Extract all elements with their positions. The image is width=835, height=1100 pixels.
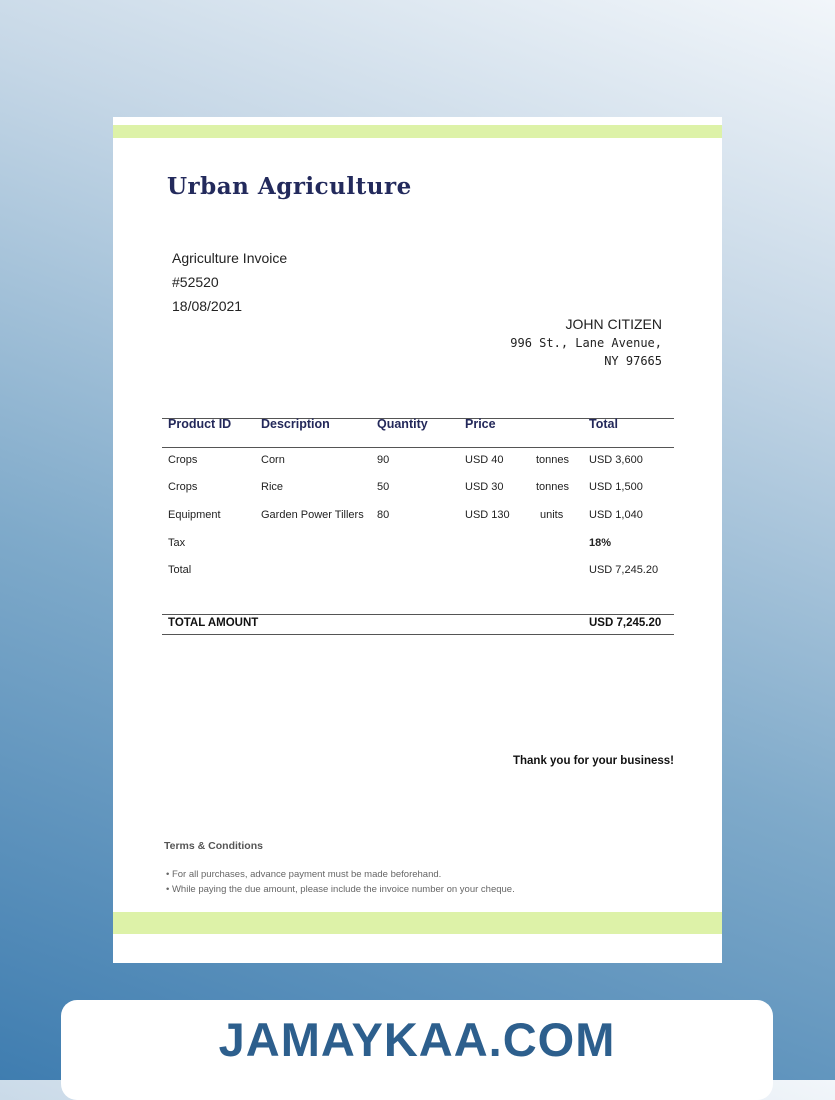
invoice-title: Agriculture Invoice — [172, 250, 288, 266]
decorative-band-top — [113, 125, 722, 138]
company-name: Urban Agriculture — [167, 173, 412, 200]
header-quantity: Quantity — [377, 417, 428, 431]
cell-price: USD 130 — [465, 509, 510, 521]
invoice-date: 18/08/2021 — [172, 298, 243, 314]
total-amount-bottom-rule — [162, 634, 674, 635]
subtotal-value: USD 7,245.20 — [589, 564, 659, 576]
bill-to-address-line2: NY 97665 — [604, 354, 662, 368]
cell-description: Garden Power Tillers — [261, 509, 364, 521]
total-amount-label: TOTAL AMOUNT — [168, 617, 259, 629]
watermark-text: JAMAYKAA.COM — [218, 1013, 616, 1066]
header-total: Total — [589, 417, 618, 431]
cell-total: USD 1,040 — [589, 509, 643, 521]
cell-quantity: 50 — [377, 481, 390, 493]
cell-price: USD 40 — [465, 454, 504, 466]
cell-unit: tonnes — [536, 481, 570, 493]
cell-product-id: Equipment — [168, 509, 221, 521]
cell-unit: tonnes — [536, 454, 570, 466]
bill-to-name: JOHN CITIZEN — [565, 316, 662, 332]
thank-you-note: Thank you for your business! — [512, 755, 674, 767]
invoice-page — [113, 117, 722, 963]
total-amount-value: USD 7,245.20 — [589, 617, 662, 629]
invoice-number: #52520 — [172, 274, 219, 290]
table-header-rule — [162, 447, 674, 448]
tax-label: Tax — [168, 537, 186, 549]
terms-item: • While paying the due amount, please include the invoice number on your cheque. — [166, 884, 515, 895]
cell-product-id: Crops — [168, 454, 198, 466]
cell-quantity: 80 — [377, 509, 390, 521]
subtotal-label: Total — [168, 564, 192, 576]
decorative-band-bottom — [113, 912, 722, 934]
watermark-banner — [61, 1000, 773, 1100]
terms-title: Terms & Conditions — [164, 840, 263, 852]
cell-total: USD 1,500 — [589, 481, 643, 493]
cell-price: USD 30 — [465, 481, 504, 493]
cell-quantity: 90 — [377, 454, 390, 466]
cell-unit: units — [540, 509, 564, 521]
cell-description: Rice — [261, 481, 284, 493]
header-description: Description — [261, 417, 330, 431]
cell-product-id: Crops — [168, 481, 198, 493]
tax-value: 18% — [589, 537, 612, 549]
cell-total: USD 3,600 — [589, 454, 643, 466]
header-price: Price — [465, 417, 496, 431]
cell-description: Corn — [261, 454, 285, 466]
bill-to-address-line1: 996 St., Lane Avenue, — [510, 336, 662, 350]
terms-item: • For all purchases, advance payment must be made beforehand. — [166, 869, 442, 880]
header-product-id: Product ID — [168, 417, 232, 431]
total-amount-top-rule — [162, 614, 674, 615]
